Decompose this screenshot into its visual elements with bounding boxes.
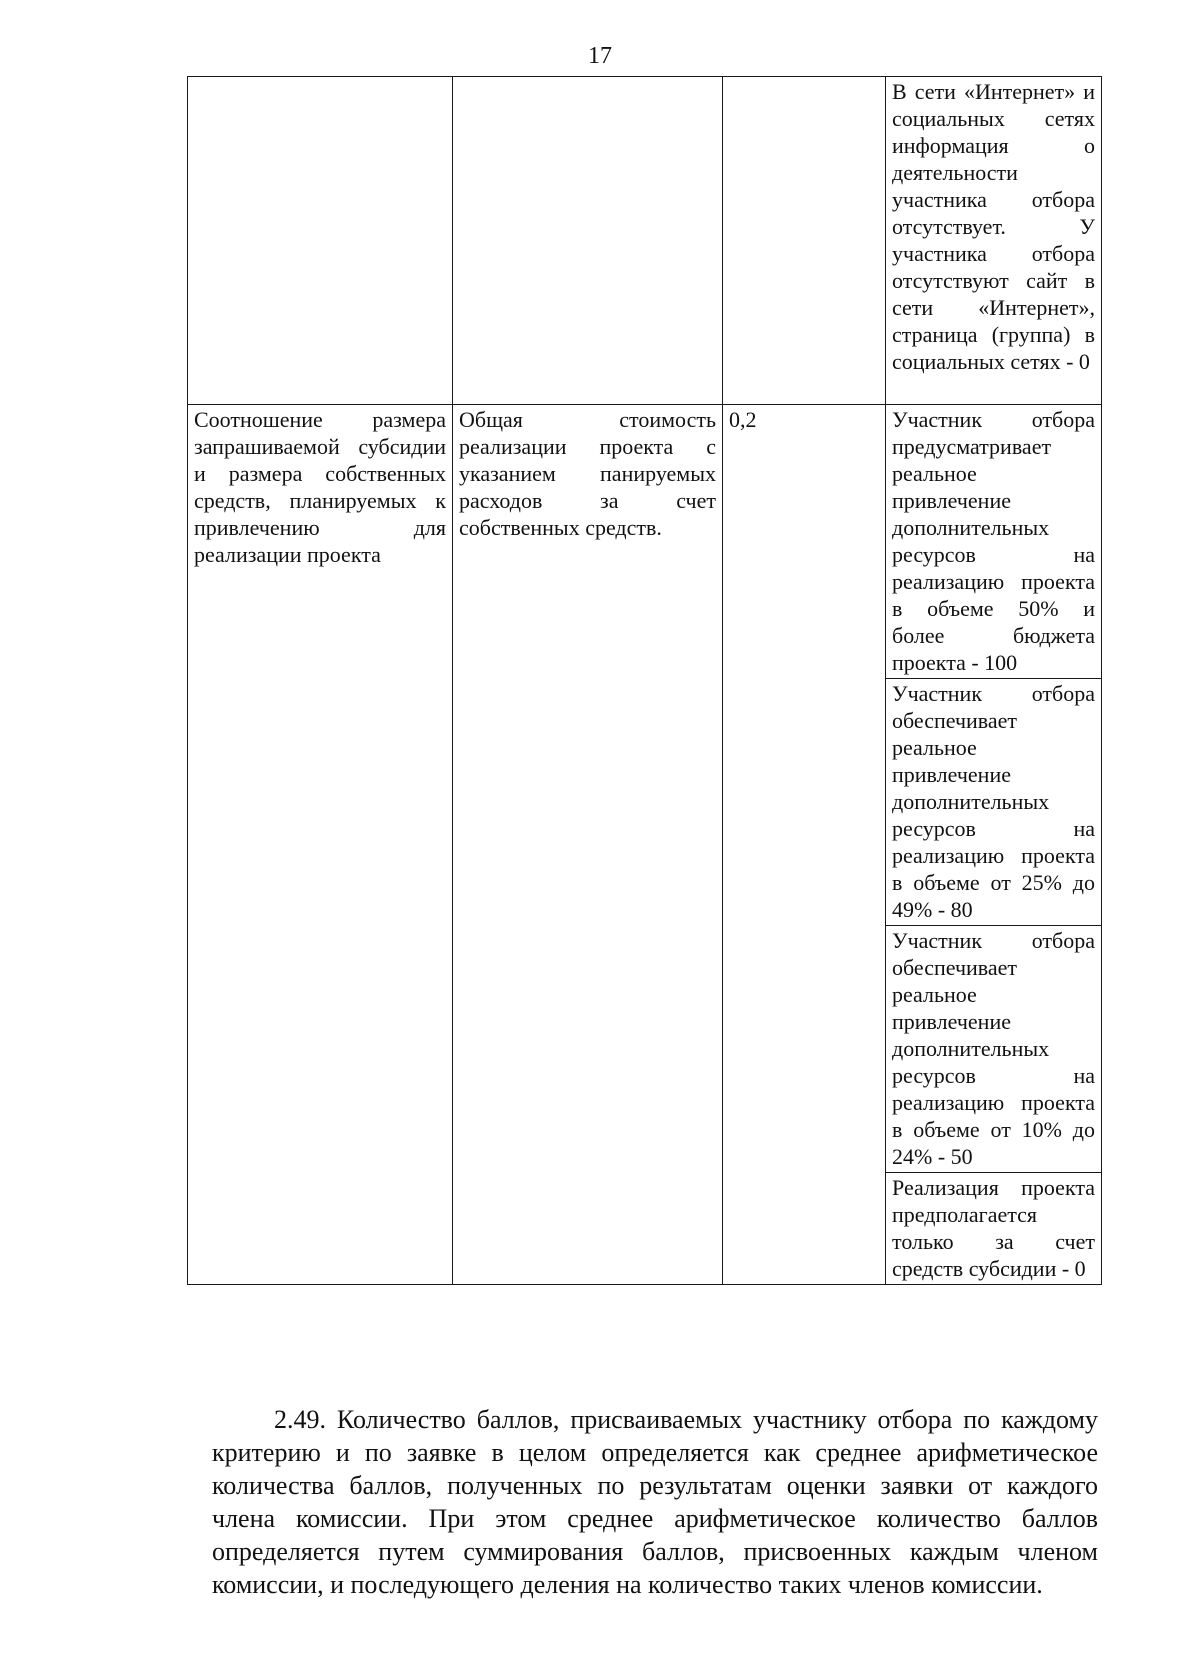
criterion-cell-empty [188, 77, 453, 405]
criterion-cell: Соотношение размера запрашиваемой субсидии и размера собственных средств, планируемых к привлечению для реализации проекта [188, 405, 453, 1285]
weight-cell-empty [723, 77, 886, 405]
score-cell: Реализация проекта предполагается только за счет средств субсидии - 0 [886, 1173, 1102, 1285]
score-cell: В сети «Интернет» и социальных сетях информация о деятельности участника отбора отсутствует. У участника отбора отсутствуют сайт в сети «Интернет», страница (группа) в социальных сетях - 0 [886, 77, 1102, 405]
weight-cell: 0,2 [723, 405, 886, 1285]
table-row [188, 77, 1102, 405]
score-cell: Участник отбора предусматривает реальное привлечение дополнительных ресурсов на реализацию проекта в объеме 50% и более бюджета проекта - 100 [886, 405, 1102, 679]
table-row [188, 405, 1102, 679]
body-paragraph: 2.49. Количество баллов, присваиваемых участнику отбора по каждому критерию и по заявке в целом определяется как среднее арифметическое количества баллов, полученных по результатам оценки заявки от каждого члена комиссии. При этом среднее арифметическое количество баллов определяется путем суммирования баллов, присвоенных каждым членом комиссии, и последующего деления на количество таких членов комиссии. [212, 1405, 1098, 1599]
score-cell: Участник отбора обеспечивает реальное привлечение дополнительных ресурсов на реализацию проекта в объеме от 10% до 24% - 50 [886, 926, 1102, 1173]
criteria-table [187, 76, 1102, 1285]
indicator-cell: Общая стоимость реализации проекта с указанием панируемых расходов за счет собственных средств. [453, 405, 723, 1285]
indicator-cell-empty [453, 77, 723, 405]
score-cell: Участник отбора обеспечивает реальное привлечение дополнительных ресурсов на реализацию проекта в объеме от 25% до 49% - 80 [886, 679, 1102, 926]
page-number: 17 [588, 43, 612, 69]
